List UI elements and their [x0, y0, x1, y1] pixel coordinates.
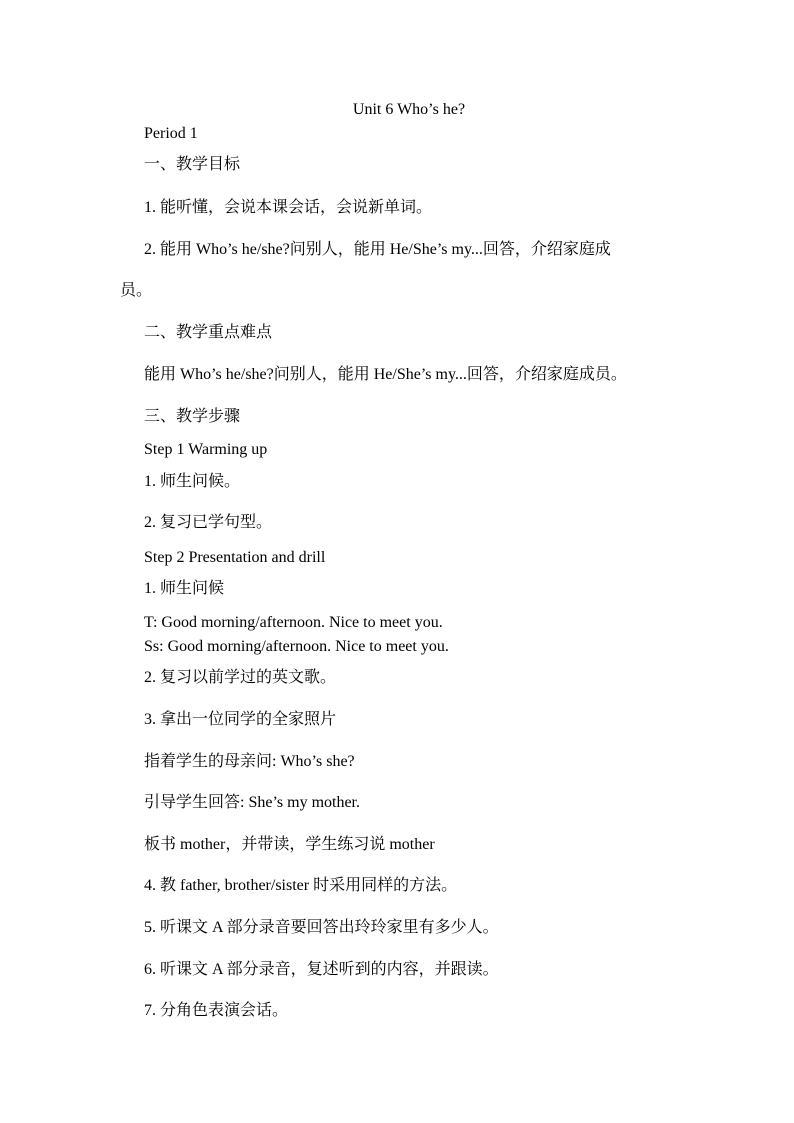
objective-item-1: 1. 能听懂，会说本课会话，会说新单词。 [144, 199, 433, 216]
step2-item-6: 6. 听课文 A 部分录音，复述听到的内容，并跟读。 [144, 961, 499, 978]
step1-item-1: 1. 师生问候。 [144, 473, 241, 490]
key-points-text: 能用 Who’s he/she?问别人，能用 He/She’s my...回答，介绍家庭成员。 [144, 366, 627, 383]
step2-item-4: 4. 教 father, brother/sister 时采用同样的方法。 [144, 877, 458, 894]
step2-heading: Step 2 Presentation and drill [144, 549, 326, 566]
step2-item-1: 1. 师生问候 [144, 580, 225, 597]
step2-item-2: 2. 复习以前学过的英文歌。 [144, 669, 337, 686]
step2-ask-line: 指着学生的母亲问: Who’s she? [144, 753, 355, 770]
step1-heading: Step 1 Warming up [144, 441, 268, 458]
section-heading-objectives: 一、教学目标 [144, 156, 241, 173]
dialog-teacher-line: T: Good morning/afternoon. Nice to meet you. [144, 614, 443, 631]
step2-answer-line: 引导学生回答: She’s my mother. [144, 794, 361, 811]
document-title: Unit 6 Who’s he? [352, 101, 466, 118]
objective-item-2: 2. 能用 Who’s he/she?问别人，能用 He/She’s my...回答，介绍家庭成 [144, 241, 611, 258]
section-heading-steps: 三、教学步骤 [144, 408, 241, 425]
period-label: Period 1 [144, 125, 198, 142]
dialog-students-line: Ss: Good morning/afternoon. Nice to meet you. [144, 638, 449, 655]
step2-item-5: 5. 听课文 A 部分录音要回答出玲玲家里有多少人。 [144, 919, 499, 936]
step2-item-7: 7. 分角色表演会话。 [144, 1002, 289, 1019]
objective-item-2-continued: 员。 [120, 282, 153, 299]
step2-board-line: 板书 mother，并带读，学生练习说 mother [144, 836, 435, 853]
section-heading-key-points: 二、教学重点难点 [144, 324, 273, 341]
step2-item-3: 3. 拿出一位同学的全家照片 [144, 711, 337, 728]
step1-item-2: 2. 复习已学句型。 [144, 514, 273, 531]
